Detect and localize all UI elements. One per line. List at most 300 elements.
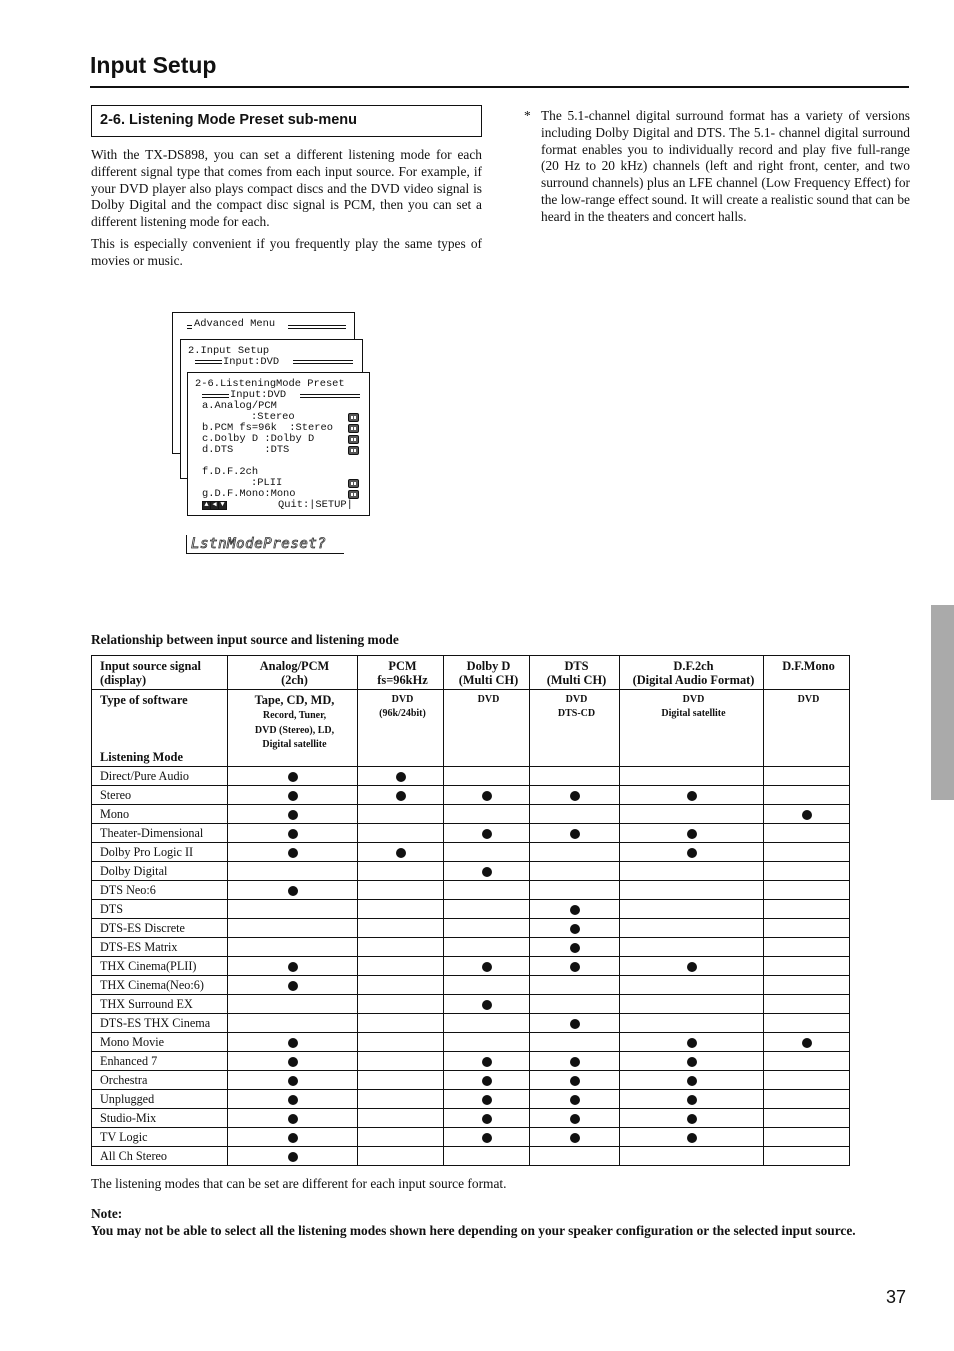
mark-cell [764,1147,850,1166]
header-text: (Multi CH) [546,673,607,687]
software-text: DVD (Stereo), LD, [254,724,335,736]
mark-cell [228,843,358,862]
table-row [92,1014,850,1033]
mark-cell [530,805,620,824]
mark-cell [620,824,764,843]
table-row [92,1128,850,1147]
mark-cell [620,1033,764,1052]
osd-preset-title: 2-6.ListeningMode Preset [195,378,345,390]
software-cell-0 [228,690,358,767]
osd-input-setup-title: 2.Input Setup [188,345,270,357]
available-dot-icon [482,1133,492,1143]
listening-mode-name: Mono [92,805,228,824]
available-dot-icon [570,829,580,839]
available-dot-icon [570,962,580,972]
mark-cell [358,1147,444,1166]
available-dot-icon [288,1038,298,1048]
table-row [92,976,850,995]
mark-cell [764,1014,850,1033]
note-text: You may not be able to select all the listening modes shown here depending on your speaker configuration or the selected input source. [91,1223,856,1238]
mark-cell [620,1090,764,1109]
mark-cell [764,995,850,1014]
mark-cell [358,786,444,805]
available-dot-icon [288,810,298,820]
available-dot-icon [396,772,406,782]
available-dot-icon [687,1057,697,1067]
header-column-3 [530,656,620,690]
header-column-2 [444,656,530,690]
mark-cell [620,862,764,881]
header-text: PCM fs=96kHz [377,659,428,687]
mark-cell [444,995,530,1014]
convenience-paragraph: This is especially convenient if you frequently play the same types of movies or music. [91,236,482,268]
software-text: DVD [565,694,588,705]
mark-cell [764,786,850,805]
table-row [92,786,850,805]
mark-cell [228,824,358,843]
mark-cell [530,1128,620,1147]
available-dot-icon [482,829,492,839]
mark-cell [228,976,358,995]
osd-line-f-value: :PLII [251,477,283,489]
mark-cell [444,1071,530,1090]
available-dot-icon [570,1057,580,1067]
available-dot-icon [482,1095,492,1105]
header-text: Dolby D [466,659,511,673]
mark-cell [444,1109,530,1128]
software-text: DVD [477,694,500,705]
mark-cell [228,1071,358,1090]
mark-cell [620,1071,764,1090]
header-text: DTS [564,659,589,673]
mark-cell [620,957,764,976]
header-column-4 [620,656,764,690]
software-text: DTS-CD [557,708,596,720]
available-dot-icon [687,1133,697,1143]
mark-cell [620,805,764,824]
mark-cell [358,843,444,862]
listening-mode-name: Enhanced 7 [92,1052,228,1071]
mark-cell [444,1090,530,1109]
osd-quit-hint: Quit:|SETUP| [278,499,353,511]
available-dot-icon [482,1057,492,1067]
mark-cell [358,805,444,824]
mark-cell [530,938,620,957]
enter-button-icon [348,413,359,422]
osd-line-f: f.D.F.2ch [202,466,259,478]
osd-line-d: d.DTS :DTS [202,444,290,456]
lcd-display-text: LstnModePreset? [186,535,344,554]
available-dot-icon [288,1076,298,1086]
mark-cell [530,786,620,805]
software-cell-1 [358,690,444,767]
mark-cell [228,900,358,919]
header-column-5 [764,656,850,690]
table-row [92,1052,850,1071]
mark-cell [620,1052,764,1071]
listening-mode-name: Dolby Pro Logic II [92,843,228,862]
available-dot-icon [570,943,580,953]
left-arrow-key-icon: ◀ [210,501,219,510]
mark-cell [530,824,620,843]
osd-line-g: g.D.F.Mono:Mono [202,488,296,500]
mark-cell [228,881,358,900]
available-dot-icon [288,886,298,896]
mark-cell [764,824,850,843]
note-heading: Note: [91,1206,123,1221]
available-dot-icon [570,905,580,915]
table-row [92,938,850,957]
mark-cell [620,976,764,995]
mark-cell [358,1071,444,1090]
software-text: Tape, CD, MD, [254,693,335,707]
enter-button-icon [348,490,359,499]
mark-cell [228,805,358,824]
available-dot-icon [570,1076,580,1086]
mark-cell [620,938,764,957]
available-dot-icon [482,1076,492,1086]
footnote [524,108,910,226]
listening-mode-name: Studio-Mix [92,1109,228,1128]
available-dot-icon [687,1114,697,1124]
table-row [92,957,850,976]
mark-cell [530,1071,620,1090]
header-text: Input source signal [100,659,201,673]
listening-mode-label: Listening Mode [100,749,183,764]
mark-cell [620,843,764,862]
available-dot-icon [482,867,492,877]
available-dot-icon [687,791,697,801]
mark-cell [444,1128,530,1147]
listening-mode-name: All Ch Stereo [92,1147,228,1166]
mark-cell [444,786,530,805]
software-cell-5 [764,690,850,767]
available-dot-icon [482,1114,492,1124]
available-dot-icon [570,791,580,801]
header-input-source-signal [92,656,228,690]
mark-cell [764,1128,850,1147]
listening-mode-name: DTS-ES Discrete [92,919,228,938]
osd-advanced-menu-title: Advanced Menu [194,318,276,330]
available-dot-icon [687,1095,697,1105]
mark-cell [620,995,764,1014]
mark-cell [228,1033,358,1052]
footnote-text: The 5.1-channel digital surround format has a variety of versions including Dolby Digital and DTS. The 5.1- channel digital surround format enables you to individually record and play five full-range (20 Hz to 20 kHz) channels (left and right front, center, and two surround channels) plus an LFE channel (Low Frequency Effect) for the low-range effect sound. It will create a realistic sound that can be heard in the theaters and concert halls. [541,108,910,224]
page-number: 37 [886,1287,907,1307]
table-row [92,1071,850,1090]
available-dot-icon [482,962,492,972]
mark-cell [358,976,444,995]
mark-cell [444,881,530,900]
mark-cell [530,1109,620,1128]
enter-button-icon [348,446,359,455]
available-dot-icon [570,924,580,934]
header-text: D.F.Mono [782,659,835,673]
mark-cell [764,862,850,881]
mark-cell [358,1033,444,1052]
listening-mode-name: Dolby Digital [92,862,228,881]
section-heading-box [91,105,482,137]
header-text: D.F.2ch [673,659,714,673]
available-dot-icon [288,848,298,858]
mark-cell [764,1090,850,1109]
mark-cell [358,1014,444,1033]
available-dot-icon [288,791,298,801]
table-body [92,656,850,1166]
mark-cell [444,976,530,995]
listening-mode-name: THX Cinema(PLII) [92,957,228,976]
software-text: Digital satellite [661,708,726,720]
listening-mode-name: Theater-Dimensional [92,824,228,843]
osd-listening-mode-preset-menu [187,372,370,516]
header-text: (Multi CH) [458,673,519,687]
software-text: DVD [391,694,414,705]
osd-rule [195,360,222,364]
table-row [92,1109,850,1128]
software-text: DVD [682,694,705,705]
mark-cell [530,881,620,900]
mark-cell [358,995,444,1014]
footnote-mark: * [524,108,531,123]
mark-cell [530,1014,620,1033]
mark-cell [358,957,444,976]
header-text: Analog/PCM [259,659,330,673]
mark-cell [530,995,620,1014]
table-row [92,881,850,900]
listening-mode-name: THX Cinema(Neo:6) [92,976,228,995]
table-row [92,1090,850,1109]
mark-cell [764,1052,850,1071]
table-row [92,1147,850,1166]
mark-cell [764,976,850,995]
side-thumb-tab [931,605,954,800]
up-arrow-key-icon: ▲ [202,501,211,510]
table-row [92,995,850,1014]
table-row [92,824,850,843]
mark-cell [764,767,850,786]
osd-preset-sub: Input:DVD [230,389,287,401]
listening-mode-name: DTS [92,900,228,919]
available-dot-icon [482,1000,492,1010]
available-dot-icon [288,1114,298,1124]
available-dot-icon [288,829,298,839]
table-caption: Relationship between input source and listening mode [91,632,399,647]
mark-cell [764,938,850,957]
mark-cell [358,824,444,843]
software-text: DVD [797,694,820,705]
mark-cell [358,1052,444,1071]
mark-cell [358,767,444,786]
mark-cell [530,1033,620,1052]
mark-cell [228,1147,358,1166]
listening-mode-table [91,655,850,1166]
table-row [92,805,850,824]
mark-cell [228,995,358,1014]
available-dot-icon [288,1057,298,1067]
mark-cell [620,767,764,786]
mark-cell [530,976,620,995]
mark-cell [620,900,764,919]
mark-cell [764,957,850,976]
mark-cell [530,1090,620,1109]
available-dot-icon [288,981,298,991]
listening-mode-name: DTS-ES THX Cinema [92,1014,228,1033]
osd-line-a-value: :Stereo [251,411,295,423]
table-row [92,919,850,938]
mark-cell [764,805,850,824]
available-dot-icon [570,1095,580,1105]
osd-input-setup-sub: Input:DVD [223,356,280,368]
available-dot-icon [687,848,697,858]
mark-cell [358,1128,444,1147]
header-text: (2ch) [281,673,308,687]
available-dot-icon [570,1019,580,1029]
mark-cell [444,862,530,881]
listening-mode-name: Direct/Pure Audio [92,767,228,786]
mark-cell [228,786,358,805]
listening-mode-name: Unplugged [92,1090,228,1109]
mark-cell [228,1109,358,1128]
mark-cell [228,938,358,957]
mark-cell [620,786,764,805]
mark-cell [228,957,358,976]
osd-rule [300,394,360,398]
available-dot-icon [687,1076,697,1086]
mark-cell [530,862,620,881]
available-dot-icon [482,791,492,801]
mark-cell [444,1033,530,1052]
enter-button-icon [348,424,359,433]
mark-cell [358,862,444,881]
software-text: Record, Tuner, [262,710,327,722]
header-column-0 [228,656,358,690]
software-label-cell [92,690,228,767]
mark-cell [620,1014,764,1033]
mark-cell [358,881,444,900]
mark-cell [530,1147,620,1166]
software-cell-4 [620,690,764,767]
available-dot-icon [687,962,697,972]
mark-cell [764,1033,850,1052]
mark-cell [228,1128,358,1147]
osd-rule [187,325,192,329]
mark-cell [764,919,850,938]
available-dot-icon [288,1133,298,1143]
mark-cell [444,919,530,938]
software-cell-3 [530,690,620,767]
available-dot-icon [570,1114,580,1124]
mark-cell [764,881,850,900]
listening-mode-name: DTS-ES Matrix [92,938,228,957]
title-divider [90,86,909,88]
mark-cell [444,1147,530,1166]
mark-cell [444,957,530,976]
mark-cell [358,1090,444,1109]
table-row [92,900,850,919]
software-label: Type of software [100,693,188,707]
listening-mode-name: DTS Neo:6 [92,881,228,900]
section-heading: 2-6. Listening Mode Preset sub-menu [100,112,358,128]
enter-button-icon [348,479,359,488]
available-dot-icon [288,962,298,972]
mark-cell [444,843,530,862]
mark-cell [228,862,358,881]
mark-cell [530,900,620,919]
mark-cell [444,900,530,919]
osd-rule [293,360,353,364]
listening-mode-name: Mono Movie [92,1033,228,1052]
down-arrow-key-icon: ▼ [218,501,227,510]
osd-line-b: b.PCM fs=96k :Stereo [202,422,333,434]
header-text: (display) [100,673,147,687]
available-dot-icon [288,772,298,782]
available-dot-icon [687,829,697,839]
header-column-1 [358,656,444,690]
mark-cell [444,767,530,786]
listening-mode-name: Orchestra [92,1071,228,1090]
table-software-row [92,690,850,767]
available-dot-icon [396,791,406,801]
after-table-text: The listening modes that can be set are different for each input source format. [91,1176,507,1191]
mark-cell [444,1014,530,1033]
mark-cell [764,1071,850,1090]
osd-rule [202,394,229,398]
enter-button-icon [348,435,359,444]
available-dot-icon [802,810,812,820]
mark-cell [358,900,444,919]
mark-cell [620,919,764,938]
table-header-row [92,656,850,690]
mark-cell [228,1052,358,1071]
mark-cell [530,767,620,786]
software-cell-2 [444,690,530,767]
mark-cell [228,919,358,938]
mark-cell [764,1109,850,1128]
mark-cell [764,900,850,919]
mark-cell [530,1052,620,1071]
mark-cell [620,881,764,900]
mark-cell [444,938,530,957]
page-title: Input Setup [90,52,217,78]
mark-cell [358,1109,444,1128]
available-dot-icon [396,848,406,858]
listening-mode-name: TV Logic [92,1128,228,1147]
table-row [92,862,850,881]
mark-cell [358,938,444,957]
mark-cell [444,805,530,824]
mark-cell [530,919,620,938]
osd-line-c: c.Dolby D :Dolby D [202,433,315,445]
table-row [92,843,850,862]
available-dot-icon [288,1152,298,1162]
listening-mode-name: Stereo [92,786,228,805]
available-dot-icon [570,1133,580,1143]
table-row [92,767,850,786]
available-dot-icon [802,1038,812,1048]
table-row [92,1033,850,1052]
mark-cell [530,957,620,976]
mark-cell [228,1014,358,1033]
mark-cell [358,919,444,938]
software-text: (96k/24bit) [379,708,426,720]
mark-cell [620,1128,764,1147]
header-text: (Digital Audio Format) [632,673,755,687]
listening-mode-name: THX Surround EX [92,995,228,1014]
intro-paragraph: With the TX-DS898, you can set a different listening mode for each different signal type that comes from each input source. For example, if your DVD player also plays compact discs and the DVD video signal is Dolby Digital and the compact disc signal is PCM, then you can set a different listening mode for each. [91,147,482,230]
mark-cell [620,1147,764,1166]
available-dot-icon [288,1095,298,1105]
available-dot-icon [687,1038,697,1048]
